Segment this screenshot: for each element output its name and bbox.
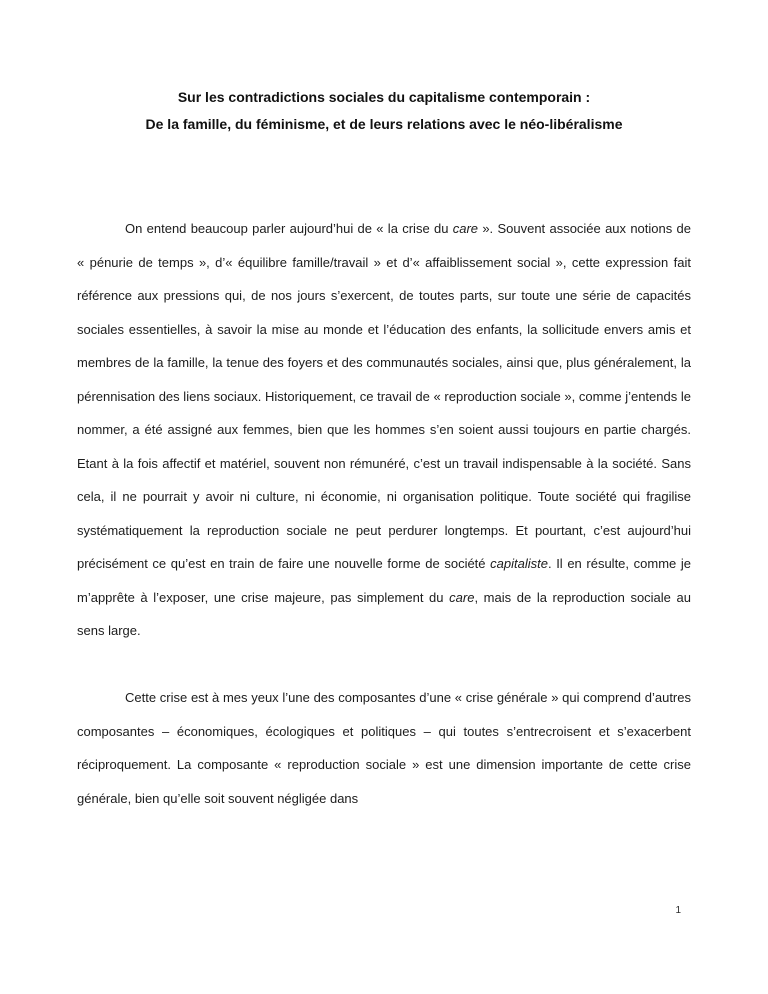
document-body bbox=[77, 212, 691, 815]
page-number: 1 bbox=[675, 905, 681, 916]
paragraph-2 bbox=[77, 681, 691, 815]
italic-text-run: capitaliste bbox=[490, 556, 548, 571]
text-run: On entend beaucoup parler aujourd’hui de « la crise du bbox=[125, 221, 453, 236]
title-line-2: De la famille, du féminisme, et de leurs relations avec le néo-libéralisme bbox=[145, 116, 623, 132]
text-run: . Il en résulte, comme je m’apprête à l’exposer, une crise majeure, pas simplement du bbox=[77, 556, 691, 605]
italic-text-run: care bbox=[452, 221, 479, 236]
paragraph-1 bbox=[77, 212, 691, 648]
document-title bbox=[77, 84, 691, 138]
text-run: Cette crise est à mes yeux l’une des composantes d’une « crise générale » qui comprend d’autres composantes – économiques, écologiques et politiques – qui toutes s’entrecroisent et s’exacerbent réciproquement. La composante « reproduction sociale » est une dimension importante de cette crise générale, bien qu’elle soit souvent négligée dans bbox=[77, 690, 691, 806]
italic-text-run: care bbox=[449, 589, 475, 605]
text-run: , mais de la reproduction sociale au sens large. bbox=[77, 589, 691, 638]
text-run: ». Souvent associée aux notions de « pénurie de temps », d’« équilibre famille/travail » et d’« affaiblissement social », cette expression fait référence aux pressions qui, de nos jours s’exercent, de toutes parts, sur toute une série de capacités sociales essentielles, à savoir la mise au monde et l’éducation des enfants, la sollicitude envers amis et membres de la famille, la tenue des foyers et des communautés sociales, ainsi que, plus généralement, la pérennisation des liens sociaux. Historiquement, ce travail de « reproduction sociale », comme j’entends le nommer, a été assigné aux femmes, bien que les hommes s’en soient aussi toujours en partie chargés. Etant à la fois affectif et matériel, souvent non rémunéré, c’est un travail indispensable à la société. Sans cela, il ne pourrait y avoir ni culture, ni économie, ni organisation politique. Toute société qui fragilise systématiquement la reproduction sociale ne peut perdurer longtemps. Et pourtant, c’est aujourd’hui précisément ce qu’est en train de faire une nouvelle forme de société bbox=[77, 221, 691, 571]
title-line-1: Sur les contradictions sociales du capitalisme contemporain : bbox=[177, 89, 591, 105]
